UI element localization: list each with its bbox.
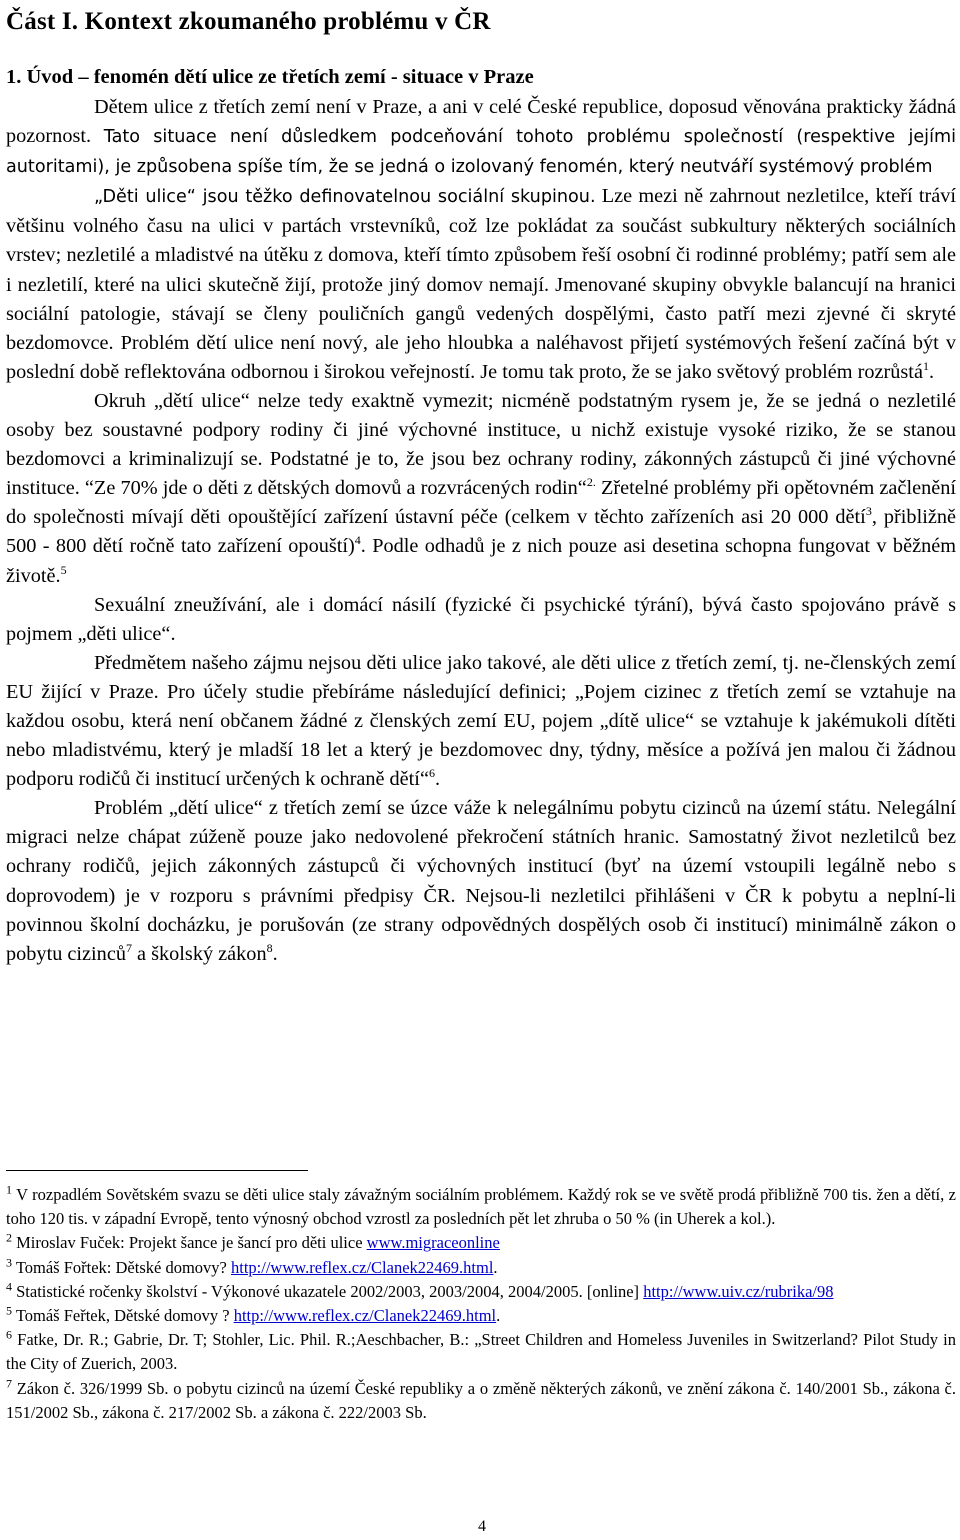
footnote-2: $^2$ Miroslav Fuček: Projekt šance je šancí pro děti ulice www.migraceonline <box>6 1230 500 1253</box>
footnote-5: $^5$ Tomáš Feřtek, Dětské domovy ? http://www.reflex.cz/Clanek22469.html. <box>6 1303 501 1326</box>
page-number: 4 <box>478 1518 486 1535</box>
footnote-7: $^7$ Zákon č. 326/1999 Sb. o pobytu cizinců na území České republiky a o změně některých zákonů, ve znění zákona č. 140/2001 Sb., zákona č. 151/2002 Sb., zákona č. 217/2002 Sb. a zákona č. 222/2003 Sb. <box>6 1376 956 1422</box>
footnote-6: $^6$ Fatke, Dr. R.; Gabrie, Dr. T; Stohler, Lic. Phil. R.;Aeschbacher, B.: „Street Children and Homeless Juveniles in Switzerland? Pilot Study in the City of Zuerich, 2003. <box>6 1327 956 1374</box>
footnote-4: $^4$ Statistické ročenky školství - Výkonové ukazatele 2002/2003, 2003/2004, 2004/2005. [online] http://www.uiv.cz/rubrika/98 <box>6 1279 834 1301</box>
footnote-3: $^3$ Tomáš Fořtek: Dětské domovy? http://www.reflex.cz/Clanek22469.html. <box>6 1255 498 1277</box>
paragraph-2: „Děti ulice“ jsou těžko definovatelnou sociální skupinou. Lze mezi ně zahrnout nezletilce, kteří tráví většinu volného času na ulici v partách vrstevníků, což lze pokládat za součást subkultury některých sociálních vrstev; nezletilé a mladistvé na útěku z domova, kteří tímto způsobem řeší osobní či rodinné problémy; patří sem ale i nezletilí, které na ulici skutečně žijí, protože jiný domov nemají. Jmenované skupiny obvykle balancují na hranici sociální patologie, stávají se členy pouličních gangů vedených dospělými, často patří mezi zjevné či skryté bezdomovce. Problém dětí ulice není nový, ale jeho hloubka a naléhavost přijetí systémových řešení začíná být v poslední době reflektována odbornou i širokou veřejností. Je tomu tak proto, že se jako světový problém rozrůstá$^1$. <box>6 185 957 383</box>
footnote-3-link[interactable]: http://www.reflex.cz/Clanek22469.html <box>230 1257 494 1277</box>
paragraph-5: Předmětem našeho zájmu nejsou děti ulice jako takové, ale děti ulice z třetích zemí, tj. ne-členských zemí EU žijící v Praze. Pro účely studie přebíráme následující definici; „Pojem cizinec z třetích zemí se vztahuje na každou osobu, která není občanem žádné z členských zemí EU, pojem „dítě ulice“ se vztahuje k jakémukoli dítěti nebo mladistvému, který je mladší 18 let a který je bezdomovec dny, týdny, měsíce a požívá jen malou či žádnou podporu rodičů či institucí určených k ochraně dětí“$^6$. <box>6 651 956 791</box>
footnote-ref-5[interactable]: 5 <box>60 562 67 577</box>
footnote-ref-8[interactable]: 8 <box>266 940 273 955</box>
footnote-ref-7[interactable]: 7 <box>125 940 132 955</box>
paragraph-6: Problém „dětí ulice“ z třetích zemí se úzce váže k nelegálnímu pobytu cizinců na území státu. Nelegální migraci nelze chápat zúženě pouze jako nedovolené překročení státních hranic. Samostatný život nezletilců bez ochrany rodičů, jejich zákonných zástupců či výchovných institucí (byť na území vstoupili legálně nebo s doprovodem) je v rozporu s právními předpisy ČR. Nejsou-li nezletilci přihlášeni v ČR k pobytu a neplní-li povinnou školní docházku, je porušován (ze strany odpovědných dospělých osob či institucí) minimálně zákon o pobytu cizinců$^7$ a školský zákon$^8$. <box>6 797 956 965</box>
footnote-4-link[interactable]: http://www.uiv.cz/rubrika/98 <box>643 1281 834 1301</box>
footnotes <box>6 1183 956 1425</box>
part-title: Část I. Kontext zkoumaného problému v ČR <box>6 8 491 35</box>
footnote-2-link[interactable]: www.migraceonline <box>366 1233 500 1253</box>
section-heading: 1. Úvod – fenomén dětí ulice ze třetích zemí - situace v Praze <box>6 66 534 88</box>
footnote-ref-6[interactable]: 6 <box>428 766 435 781</box>
footnote-ref-2[interactable]: 2. <box>586 475 596 490</box>
footnote-ref-4[interactable]: 4 <box>354 533 361 548</box>
footnote-separator <box>6 1170 308 1171</box>
paragraph-4: Sexuální zneužívání, ale i domácí násilí (fyzické či psychické týrání), bývá často spojováno právě s pojmem „děti ulice“. <box>6 593 956 645</box>
paragraph-1: Dětem ulice z třetích zemí není v Praze, a ani v celé České republice, doposud věnována prakticky žádná pozornost. Tato situace není důsledkem podceňování tohoto problému společností (respektive jejími autoritami), je způsobena spíše tím, že se jedná o izolovaný fenomén, který neutváří systémový problém <box>6 96 956 178</box>
footnote-ref-1[interactable]: 1 <box>922 359 929 374</box>
footnote-5-link[interactable]: http://www.reflex.cz/Clanek22469.html <box>233 1306 497 1326</box>
paragraph-3: Okruh „dětí ulice“ nelze tedy exaktně vymezit; nicméně podstatným rysem je, že se jedná o nezletilé osoby bez soustavné podpory rodiny či jiné výchovné instituce, u nichž existuje vysoké riziko, že se stanou bezdomovci a kriminalizují se. Podstatné je to, že jsou bez ochrany rodiny, zákonných zástupců či jiné výchovné instituce. “Ze 70% jde o děti z dětských domovů a rozvrácených rodin“$^{2.}$ Zřetelné problémy při opětovném začlenění do společnosti mívají děti opouštějící zařízení ústavní péče (celkem v těchto zařízeních asi 20 000 dětí$^3$, přibližně 500 - 800 dětí ročně tato zařízení opouští)$^4$. Podle odhadů je z nich pouze asi desetina schopna fungovat v běžném životě.$^5$ <box>6 389 956 587</box>
footnote-ref-3[interactable]: 3 <box>865 504 872 519</box>
footnote-1: $^1$ V rozpadlém Sovětském svazu se děti ulice staly závažným sociálním problémem. Každý rok se ve světě prodá přibližně 700 tis. žen a dětí, z toho 120 tis. v západní Evropě, tento výnosný obchod vzrostl za posledních pět let zhruba o 50 % (in Uherek a kol.). <box>6 1182 956 1229</box>
body-text <box>6 93 956 969</box>
